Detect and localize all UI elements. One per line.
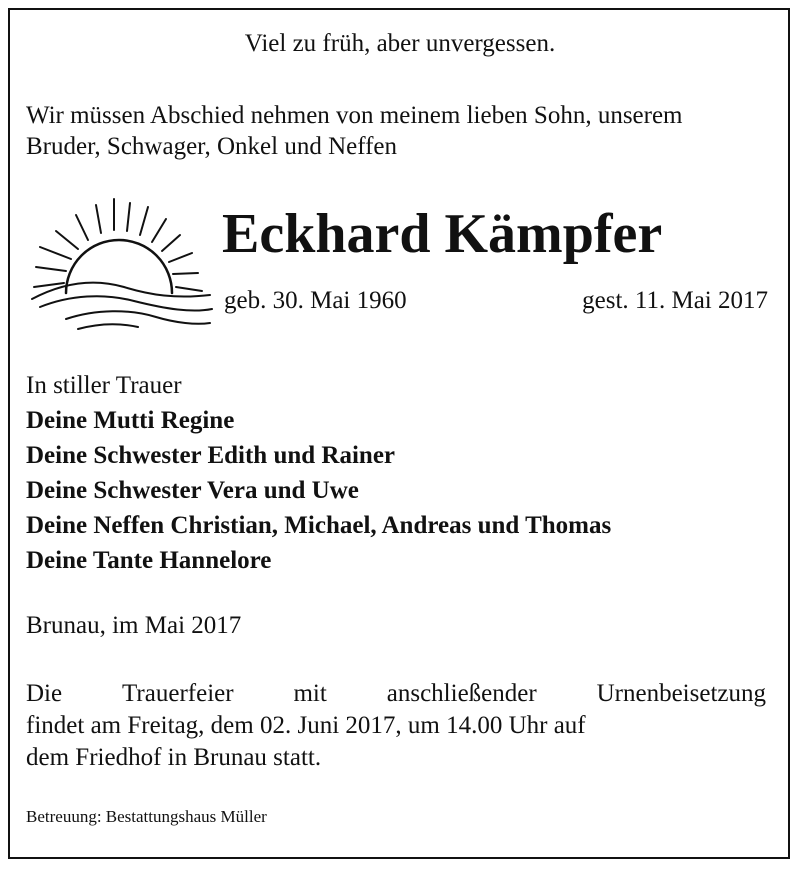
mourning-lead: In stiller Trauer [26,372,182,399]
ceremony-word: Urnenbeisetzung [596,680,766,707]
mourners-block [26,368,766,578]
ceremony-word: mit [293,680,327,707]
ceremony-line-2: findet am Freitag, dem 02. Juni 2017, um 14.00 Uhr auf [26,712,586,739]
mourner-line: Deine Neffen Christian, Michael, Andreas und Thomas [26,512,612,539]
ceremony-word: Trauerfeier [122,680,234,707]
ceremony-word: Die [26,680,63,707]
deceased-name: Eckhard Kämpfer [222,203,663,265]
birth-date: geb. 30. Mai 1960 [224,287,407,314]
mourner-line: Deine Mutti Regine [26,407,235,434]
intro-text: Wir müssen Abschied nehmen von meinem lieben Sohn, unserem Bruder, Schwager, Onkel und Neffen [26,102,683,160]
ceremony-text [26,678,766,774]
mourner-line: Deine Schwester Vera und Uwe [26,477,359,504]
mourner-line: Deine Schwester Edith und Rainer [26,442,396,469]
motto: Viel zu früh, aber unvergessen. [244,30,556,57]
ceremony-line-3: dem Friedhof in Brunau statt. [26,744,322,771]
mourner-line: Deine Tante Hannelore [26,547,272,574]
ceremony-word: anschließender [386,680,537,707]
ceremony-line-1 [26,678,766,710]
sunset-over-hills-icon [26,195,216,335]
funeral-home-credit: Betreuung: Bestattungshaus Müller [26,807,267,826]
death-date: gest. 11. Mai 2017 [582,287,768,314]
place-date: Brunau, im Mai 2017 [26,612,242,639]
